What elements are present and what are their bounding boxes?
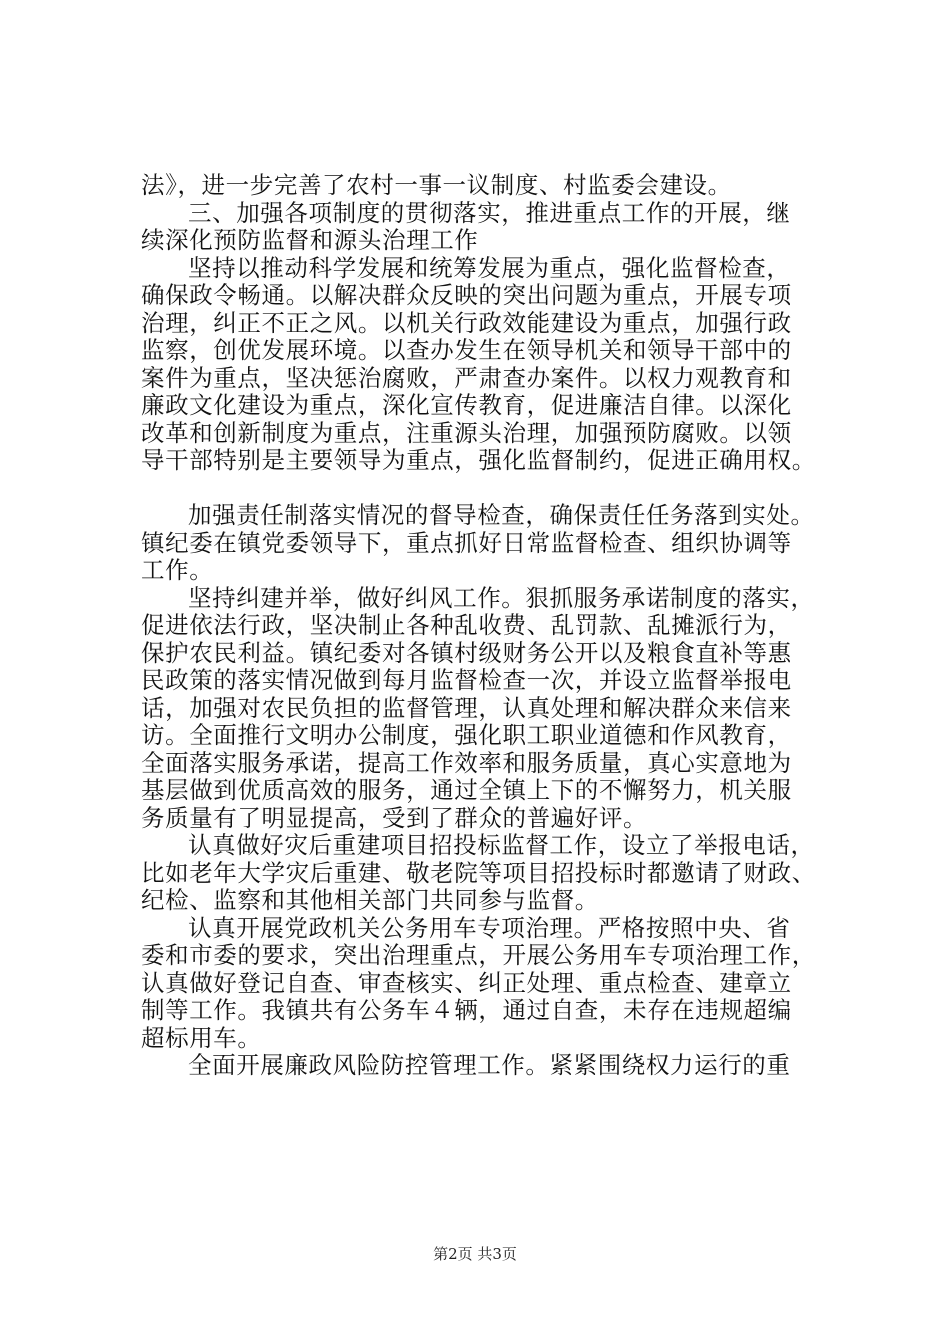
paragraph-first-line: 三、加强各项制度的贯彻落实，推进重点工作的开展，继 [188,198,791,227]
paragraph-first-line: 加强责任制落实情况的督导检查，确保责任任务落到实处。 [188,501,815,529]
paragraph-first-line: 认真开展党政机关公务用车专项治理。严格按照中央、省 [188,913,791,942]
text-line: 工作。 [141,556,214,584]
text-line: 全面落实服务承诺，提高工作效率和服务质量，真心实意地为 [141,748,792,777]
text-line: 制等工作。我镇共有公务车４辆，通过自查，未存在违规超编 [141,996,792,1024]
text-line: 确保政令畅通。以解决群众反映的突出问题为重点，开展专项 [141,281,792,309]
text-line: 镇纪委在镇党委领导下，重点抓好日常监督检查、组织协调等 [141,528,792,557]
text-line: 民政策的落实情况做到每月监督检查一次，并设立监督举报电 [141,666,792,694]
paragraph-first-line: 认真做好灾后重建项目招投标监督工作，设立了举报电话， [188,831,815,859]
text-line: 廉政文化建设为重点，深化宣传教育，促进廉洁自律。以深化 [141,391,792,419]
paragraph-first-line: 全面开展廉政风险防控管理工作。紧紧围绕权力运行的重 [188,1051,791,1079]
text-line: 监察，创优发展环境。以查办发生在领导机关和领导干部中的 [141,336,792,364]
text-line: 比如老年大学灾后重建、敬老院等项目招投标时都邀请了财政、 [141,858,816,887]
text-line: 法》，进一步完善了农村一事一议制度、村监委会建设。 [141,171,732,199]
text-line: 保护农民利益。镇纪委对各镇村级财务公开以及粮食直补等惠 [141,638,792,667]
page-footer: 第2页 共3页 [433,1245,517,1263]
text-line: 促进依法行政，坚决制止各种乱收费、乱罚款、乱摊派行为， [141,611,792,639]
text-line: 认真做好登记自查、审查核实、纠正处理、重点检查、建章立 [141,968,792,997]
text-line: 话，加强对农民负担的监督管理，认真处理和解决群众来信来 [141,693,792,722]
text-line: 委和市委的要求，突出治理重点，开展公务用车专项治理工作， [141,941,816,969]
text-line: 超标用车。 [141,1023,262,1052]
text-line: 改革和创新制度为重点，注重源头治理，加强预防腐败。以领 [141,418,792,447]
text-line: 续深化预防监督和源头治理工作 [141,226,479,254]
text-line: 纪检、监察和其他相关部门共同参与监督。 [141,886,599,914]
document-body [141,172,841,1080]
blank-line [141,475,841,503]
paragraph-first-line: 坚持以推动科学发展和统筹发展为重点，强化监督检查， [188,253,791,282]
text-line: 访。全面推行文明办公制度，强化职工职业道德和作风教育， [141,721,792,749]
text-line: 导干部特别是主要领导为重点，强化监督制约，促进正确用权。 [141,446,816,474]
paragraph-first-line: 坚持纠建并举，做好纠风工作。狠抓服务承诺制度的落实， [188,583,815,612]
text-line: 治理，纠正不正之风。以机关行政效能建设为重点，加强行政 [141,308,792,337]
text-line: 基层做到优质高效的服务，通过全镇上下的不懈努力，机关服 [141,776,792,804]
text-line: 案件为重点，坚决惩治腐败，严肃查办案件。以权力观教育和 [141,363,792,392]
text-line: 务质量有了明显提高，受到了群众的普遍好评。 [141,803,648,832]
